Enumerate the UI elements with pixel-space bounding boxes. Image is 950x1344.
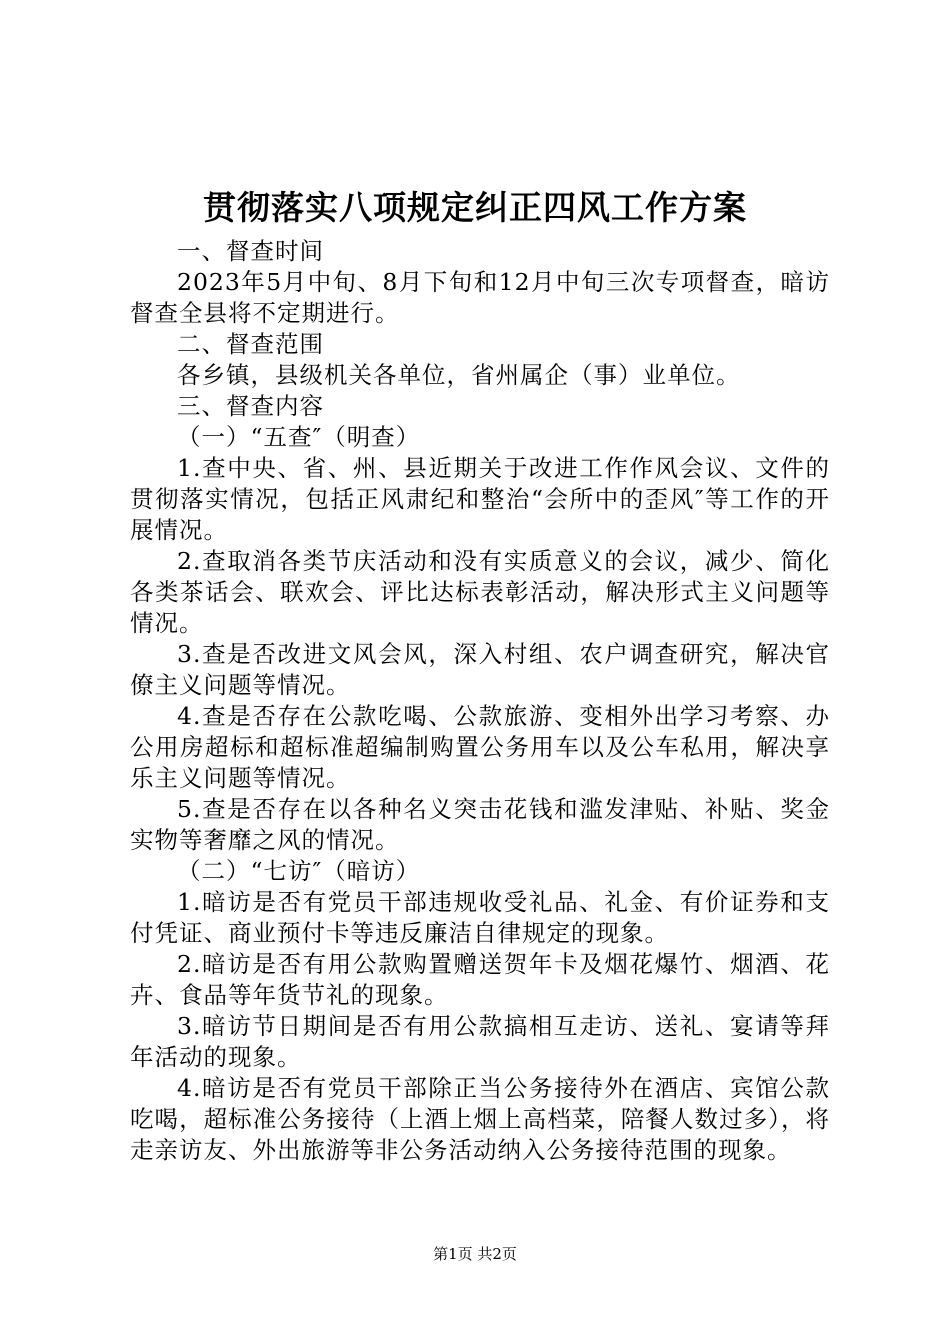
paragraph-item: 3.查是否改进文风会风，深入村组、农户调查研究，解决官僚主义问题等情况。 (130, 640, 830, 699)
paragraph-time: 2023年5月中旬、8月下旬和12月中旬三次专项督查，暗访督查全县将不定期进行。 (130, 268, 830, 327)
paragraph-item: 1.暗访是否有党员干部违规收受礼品、礼金、有价证券和支付凭证、商业预付卡等违反廉洁自律规定的现象。 (130, 888, 830, 947)
paragraph-item: 4.暗访是否有党员干部除正当公务接待外在酒店、宾馆公款吃喝，超标准公务接待（上酒上烟上高档菜，陪餐人数过多），将走亲访友、外出旅游等非公务活动纳入公务接待范围的现象。 (130, 1074, 830, 1164)
page-footer: 第1页 共2页 (433, 1245, 517, 1263)
paragraph-item: 5.查是否存在以各种名义突击花钱和滥发津贴、补贴、奖金实物等奢靡之风的情况。 (130, 795, 830, 854)
subsection-heading-five-checks: （一）“五查″（明查） (177, 423, 421, 451)
document-body (130, 236, 830, 1166)
paragraph-item: 3.暗访节日期间是否有用公款搞相互走访、送礼、宴请等拜年活动的现象。 (130, 1012, 830, 1071)
paragraph-item: 2.暗访是否有用公款购置赠送贺年卡及烟花爆竹、烟酒、花卉、食品等年货节礼的现象。 (130, 950, 830, 1009)
paragraph-scope: 各乡镇，县级机关各单位，省州属企（事）业单位。 (177, 361, 741, 389)
paragraph-item: 4.查是否存在公款吃喝、公款旅游、变相外出学习考察、办公用房超标和超标准超编制购置公务用车以及公车私用，解决享乐主义问题等情况。 (130, 702, 830, 792)
paragraph-item: 1.查中央、省、州、县近期关于改进工作作风会议、文件的贯彻落实情况，包括正风肃纪和整治“会所中的歪风″等工作的开展情况。 (130, 454, 830, 544)
document-title: 贯彻落实八项规定纠正四风工作方案 (203, 188, 747, 227)
subsection-heading-seven-visits: （二）“七访″（暗访） (177, 857, 421, 885)
paragraph-item: 2.查取消各类节庆活动和没有实质意义的会议，减少、简化各类茶话会、联欢会、评比达标表彰活动，解决形式主义问题等情况。 (130, 547, 830, 637)
section-heading-content: 三、督查内容 (177, 392, 324, 420)
section-heading-scope: 二、督查范围 (177, 330, 324, 358)
section-heading-time: 一、督查时间 (177, 237, 324, 265)
